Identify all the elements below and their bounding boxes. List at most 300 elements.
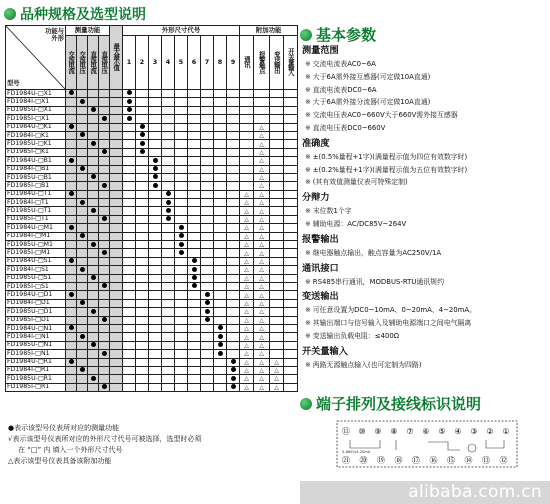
shape-cell [136, 199, 149, 207]
param-item-text: ±(0.2%量程+1字)(满量程示值为五位有效数字时) [312, 165, 468, 174]
asterisk-mark-icon: ※ [305, 360, 311, 369]
maxmin-cell [110, 215, 123, 223]
filled-dot-icon [80, 166, 85, 171]
extra-cell [254, 358, 270, 366]
measure-cell [88, 224, 99, 232]
shape-cell [123, 241, 136, 249]
shape-col-header [149, 36, 162, 90]
shape-cell [136, 157, 149, 165]
extra-cell [270, 182, 284, 190]
shape-cell [149, 383, 162, 391]
measure-cell [66, 106, 77, 114]
model-cell: FD1984I-□R1 [6, 366, 66, 374]
measure-cell [66, 173, 77, 181]
shape-cell [149, 299, 162, 307]
extra-cell [270, 358, 284, 366]
note-line: ●表示该型号仪表所对应的测量功能 [8, 424, 120, 432]
shape-col-header-text: 7 [204, 58, 210, 67]
maxmin-cell [110, 266, 123, 274]
measure-cell [77, 266, 88, 274]
measure-cell [99, 173, 110, 181]
extra-cell [240, 98, 254, 106]
filled-dot-icon [127, 90, 132, 95]
shape-cell [201, 333, 214, 341]
triangle-icon: △ [259, 266, 264, 274]
shape-cell [188, 123, 201, 131]
shape-cell [214, 215, 227, 223]
measure-cell [88, 106, 99, 114]
shape-cell [175, 341, 188, 349]
maxmin-cell [110, 106, 123, 114]
maxmin-cell [110, 224, 123, 232]
extra-cell [254, 274, 270, 282]
shape-cell [201, 299, 214, 307]
triangle-icon: △ [259, 316, 264, 324]
measure-cell [99, 341, 110, 349]
measure-cell [88, 324, 99, 332]
measure-cell [77, 350, 88, 358]
shape-cell [188, 224, 201, 232]
shape-col-header [188, 36, 201, 90]
filled-dot-icon [127, 116, 132, 121]
shape-cell [149, 190, 162, 198]
maxmin-cell [110, 350, 123, 358]
triangle-icon: △ [259, 216, 264, 224]
measure-cell [66, 123, 77, 131]
model-cell: FD1984U-□B1 [6, 157, 66, 165]
shape-cell [136, 274, 149, 282]
shape-cell [201, 140, 214, 148]
shape-cell [201, 173, 214, 181]
param-item [302, 176, 548, 189]
shape-cell [149, 316, 162, 324]
table-row [6, 291, 298, 299]
shape-cell [227, 383, 240, 391]
filled-dot-icon [102, 317, 107, 322]
extra-cell [284, 190, 298, 198]
shape-cell [149, 165, 162, 173]
extra-cell [270, 291, 284, 299]
param-item-text: 其输出端口与信号输入及辅助电源端口之间电气隔离 [312, 319, 472, 328]
terminal-label-bottom: ⑯ [429, 456, 438, 465]
filled-dot-icon [91, 141, 96, 146]
shape-cell [136, 165, 149, 173]
measure-cell [77, 148, 88, 156]
measure-cell [88, 291, 99, 299]
extra-cell [254, 199, 270, 207]
extra-cell [270, 324, 284, 332]
measure-cell [66, 98, 77, 106]
extra-cell [284, 131, 298, 139]
measure-cell [88, 308, 99, 316]
shape-cell [214, 232, 227, 240]
extra-cell [284, 341, 298, 349]
params-list [302, 42, 548, 372]
maxmin-cell [110, 333, 123, 341]
shape-cell [188, 358, 201, 366]
shape-cell [201, 148, 214, 156]
shape-cell [123, 299, 136, 307]
extra-cell [240, 324, 254, 332]
shape-cell [149, 291, 162, 299]
shape-cell [123, 232, 136, 240]
filled-dot-icon [91, 174, 96, 179]
extra-cell [240, 173, 254, 181]
extra-cell [240, 266, 254, 274]
measure-cell [77, 316, 88, 324]
shape-cell [136, 90, 149, 98]
shape-cell [175, 375, 188, 383]
measure-cell [77, 123, 88, 131]
extra-cell [254, 182, 270, 190]
filled-dot-icon [80, 233, 85, 238]
extra-cell [240, 274, 254, 282]
shape-cell [227, 148, 240, 156]
shape-cell [136, 282, 149, 290]
shape-cell [175, 291, 188, 299]
filled-dot-icon [69, 359, 74, 364]
param-heading: 分辩力 [302, 192, 330, 204]
extra-cell [284, 282, 298, 290]
extra-cell [284, 291, 298, 299]
shape-cell [214, 224, 227, 232]
extra-cell [284, 106, 298, 114]
extra-cell [270, 366, 284, 374]
maxmin-cell [110, 148, 123, 156]
shape-cell [214, 165, 227, 173]
shape-cell [162, 341, 175, 349]
measure-cell [88, 157, 99, 165]
table-row [6, 266, 298, 274]
measure-cell [99, 291, 110, 299]
model-cell: FD1984U-□X1 [6, 90, 66, 98]
shape-cell [162, 366, 175, 374]
param-item-text: (其有效值测量仪表可特殊定制) [312, 178, 408, 187]
measure-cell [88, 140, 99, 148]
shape-cell [149, 266, 162, 274]
shape-cell [123, 90, 136, 98]
shape-cell [227, 199, 240, 207]
table-row [6, 249, 298, 257]
shape-cell [175, 131, 188, 139]
shape-cell [227, 274, 240, 282]
shape-cell [136, 148, 149, 156]
triangle-icon: △ [259, 224, 264, 232]
table-row [6, 165, 298, 173]
shape-cell [136, 299, 149, 307]
shape-cell [149, 366, 162, 374]
measure-cell [66, 249, 77, 257]
shape-cell [214, 106, 227, 114]
extra-cell [254, 232, 270, 240]
triangle-icon: △ [244, 249, 249, 257]
shape-cell [201, 249, 214, 257]
extra-cell [270, 157, 284, 165]
shape-cell [201, 115, 214, 123]
shape-cell [214, 350, 227, 358]
measure-cell [88, 249, 99, 257]
extra-cell [284, 249, 298, 257]
param-item-text: 变送输出负载电阻：≤400Ω [312, 331, 399, 340]
table-row [6, 215, 298, 223]
extra-cell [240, 182, 254, 190]
triangle-icon: △ [244, 283, 249, 291]
maxmin-cell [110, 341, 123, 349]
terminal-label-top: ③ [470, 427, 478, 436]
filled-dot-icon [166, 216, 171, 221]
measure-cell [99, 190, 110, 198]
extra-cell [240, 291, 254, 299]
terminal-label-top: ① [502, 427, 510, 436]
triangle-icon: △ [244, 333, 249, 341]
extra-cell [240, 190, 254, 198]
shape-cell [214, 148, 227, 156]
filled-dot-icon [69, 292, 74, 297]
shape-cell [201, 366, 214, 374]
shape-cell [123, 165, 136, 173]
filled-dot-icon [102, 351, 107, 356]
shape-cell [227, 341, 240, 349]
extra-col-header-text: 通讯 [242, 56, 251, 68]
filled-dot-icon [153, 158, 158, 163]
extra-cell [284, 173, 298, 181]
extra-cell [240, 157, 254, 165]
extra-cell [284, 90, 298, 98]
model-cell: FD1985U-□D1 [6, 308, 66, 316]
shape-col-header-text: 1 [126, 58, 132, 67]
measure-cell [66, 140, 77, 148]
extra-cell [270, 232, 284, 240]
asterisk-mark-icon: ※ [305, 319, 311, 328]
extra-cell [284, 140, 298, 148]
shape-cell [201, 90, 214, 98]
shape-cell [214, 274, 227, 282]
measure-cell [77, 182, 88, 190]
shape-cell [175, 308, 188, 316]
shape-cell [149, 131, 162, 139]
extra-cell [254, 333, 270, 341]
shape-cell [149, 375, 162, 383]
filled-dot-icon [140, 124, 145, 129]
table-row [6, 375, 298, 383]
shape-cell [136, 291, 149, 299]
shape-cell [149, 249, 162, 257]
shape-cell [201, 341, 214, 349]
measure-cell [99, 207, 110, 215]
shape-cell [149, 282, 162, 290]
filled-dot-icon [91, 275, 96, 280]
table-row [6, 316, 298, 324]
shape-cell [201, 232, 214, 240]
shape-cell [201, 123, 214, 131]
extra-cell [240, 257, 254, 265]
maxmin-cell [110, 140, 123, 148]
extra-cell [284, 375, 298, 383]
shape-cell [162, 324, 175, 332]
maxmin-cell [110, 115, 123, 123]
extra-cell [254, 115, 270, 123]
triangle-icon: △ [244, 308, 249, 316]
extra-cell [284, 333, 298, 341]
filled-dot-icon [80, 334, 85, 339]
terminal-label-bottom: ㉑ [342, 456, 350, 465]
extra-group-header: 附加功能 [240, 26, 298, 36]
extra-cell [254, 291, 270, 299]
measure-cell [88, 257, 99, 265]
model-cell: FD1984U-□K1 [6, 123, 66, 131]
shape-cell [188, 115, 201, 123]
measure-cell [66, 299, 77, 307]
extra-cell [284, 215, 298, 223]
measure-cell [66, 115, 77, 123]
triangle-icon: △ [259, 258, 264, 265]
asterisk-mark-icon: ※ [305, 165, 311, 174]
shape-cell [162, 383, 175, 391]
extra-cell [254, 341, 270, 349]
extra-cell [270, 106, 284, 114]
extra-cell [254, 140, 270, 148]
measure-cell [66, 199, 77, 207]
filled-dot-icon [80, 267, 85, 272]
filled-dot-icon [127, 107, 132, 112]
param-item [302, 58, 548, 71]
triangle-icon: △ [259, 291, 264, 299]
shape-cell [214, 173, 227, 181]
param-item-text: 可任意设置为DC0~10mA、0~20mA、4~20mA。 [312, 306, 476, 315]
shape-cell [123, 190, 136, 198]
table-row [6, 131, 298, 139]
shape-cell [136, 207, 149, 215]
extra-cell [254, 383, 270, 391]
extra-cell [284, 274, 298, 282]
triangle-icon: △ [259, 148, 264, 156]
extra-cell [284, 358, 298, 366]
measure-cell [99, 131, 110, 139]
extra-cell [270, 274, 284, 282]
table-row [6, 123, 298, 131]
extra-cell [270, 148, 284, 156]
param-item [302, 84, 548, 97]
shape-cell [123, 207, 136, 215]
filled-dot-icon [166, 191, 171, 196]
filled-dot-icon [140, 132, 145, 137]
filled-dot-icon [102, 183, 107, 188]
measure-cell [77, 257, 88, 265]
model-cell: FD1985I-□D1 [6, 316, 66, 324]
filled-dot-icon [102, 384, 107, 389]
extra-cell [284, 308, 298, 316]
measure-cell [66, 366, 77, 374]
shape-cell [136, 190, 149, 198]
shape-cell [175, 140, 188, 148]
shape-cell [227, 173, 240, 181]
shape-cell [214, 341, 227, 349]
measure-cell [77, 324, 88, 332]
filled-dot-icon [80, 200, 85, 205]
shape-cell [162, 98, 175, 106]
terminal-label-top: ⑧ [390, 427, 398, 436]
extra-cell [240, 249, 254, 257]
extra-cell [240, 199, 254, 207]
shape-cell [162, 350, 175, 358]
maxmin-cell [110, 190, 123, 198]
table-row [6, 182, 298, 190]
shape-cell [188, 299, 201, 307]
filled-dot-icon [91, 309, 96, 314]
terminal-label-top: ⑪ [342, 427, 350, 436]
measure-cell [66, 282, 77, 290]
measure-col-header-text: 直流电压 [100, 50, 109, 73]
filled-dot-icon [80, 300, 85, 305]
filled-dot-icon [153, 166, 158, 171]
maxmin-cell [110, 299, 123, 307]
extra-cell [240, 148, 254, 156]
model-cell: FD1984U-□S1 [6, 257, 66, 265]
extra-cell [270, 123, 284, 131]
shape-cell [136, 358, 149, 366]
shape-cell [136, 182, 149, 190]
asterisk-mark-icon: ※ [305, 60, 311, 68]
measure-cell [88, 123, 99, 131]
filled-dot-icon [102, 250, 107, 255]
table-row [6, 224, 298, 232]
extra-col-header [284, 36, 298, 90]
triangle-icon: △ [259, 207, 264, 215]
shape-cell [136, 131, 149, 139]
maxmin-cell [110, 366, 123, 374]
param-item-text: 交流电压表AC0~660V大于660V需外接互感器 [312, 111, 458, 120]
measure-cell [88, 173, 99, 181]
filled-dot-icon [192, 275, 197, 280]
shape-cell [175, 266, 188, 274]
extra-cell [270, 266, 284, 274]
shape-cell [162, 157, 175, 165]
filled-dot-icon [205, 300, 210, 305]
shape-cell [136, 350, 149, 358]
filled-dot-icon [69, 225, 74, 230]
extra-cell [240, 215, 254, 223]
measure-cell [77, 90, 88, 98]
shape-cell [123, 358, 136, 366]
shape-cell [201, 190, 214, 198]
param-heading: 测量范围 [302, 45, 339, 56]
shape-cell [188, 324, 201, 332]
shape-cell [162, 207, 175, 215]
triangle-icon: △ [259, 182, 264, 190]
shape-cell [227, 140, 240, 148]
maxmin-cell [110, 173, 123, 181]
extra-cell [284, 266, 298, 274]
filled-dot-icon [140, 149, 145, 154]
table-row [6, 157, 298, 165]
extra-cell [254, 257, 270, 265]
corner-top-label: 功能与 外形 [45, 28, 64, 42]
measure-cell [66, 241, 77, 249]
extra-col-header-text: 报警触点 [257, 50, 266, 73]
measure-cell [66, 257, 77, 265]
terminal-label-top: ④ [454, 427, 462, 436]
shape-cell [227, 207, 240, 215]
extra-cell [240, 383, 254, 391]
param-item [302, 247, 548, 260]
filled-dot-icon [231, 384, 236, 389]
measure-cell [88, 98, 99, 106]
shape-cell [123, 249, 136, 257]
triangle-icon: △ [259, 383, 264, 391]
filled-dot-icon [218, 325, 223, 330]
param-heading: 变送输出 [302, 291, 339, 303]
triangle-icon: △ [274, 375, 279, 383]
